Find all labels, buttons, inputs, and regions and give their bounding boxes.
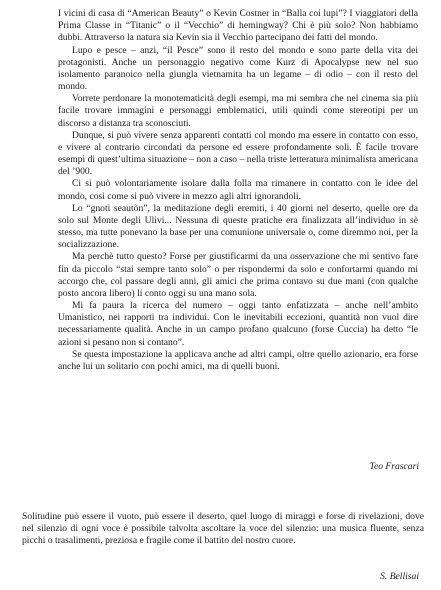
paragraph-7: Ma perchè tutto questo? Forse per giustificarmi da una osservazione che mi sentivo fare fin da piccolo “stai sempre tanto solo” o per rispondermi da solo e confortarmi quando mi accorgo che, col passare degli anni, gli amici che prima contavo su due mani (con qualche posto ancora libero) li conto oggi su una mano sola. — [58, 251, 418, 299]
author-signature: Teo Frascari — [369, 461, 419, 472]
paragraph-8: Mi fa paura la ricerca del numero – oggi tanto enfatizzata – anche nell’ambito Umanistico, nei rapporti tra individui. Con le inevitabili eccezioni, quantità non vuol dire necessariamente qualità. Anche in un campo profano qualcuno (forse Cuccia) ha detto “le azioni si pesano non si contano”. — [58, 300, 418, 348]
paragraph-5: Ci si può volontariamente isolare dalla folla ma rimanere in contatto con le idee del mondo, così come si può vivere in mezzo agli altri ignorandoli. — [58, 178, 418, 202]
paragraph-3: Vorrete perdonare la monotematicità degli esempi, ma mi sembra che nel cinema sia più facile trovare immagini e personaggi emblematici, utili quindi come stereotipi per un discorso a distanza tra sconosciuti. — [58, 93, 418, 129]
paragraph-4: Dunque, si può vivere senza apparenti contatti col mondo ma essere in contatto con esso, e vivere al contrario circondati da persone ed essere profondamente soli. È facile trovare esempi di quest’ultima situazione – non a caso – nella triste letteratura minimalista americana del ’900. — [58, 129, 418, 178]
closing-section — [22, 511, 424, 548]
article-body — [58, 8, 418, 373]
paragraph-1: I vicini di casa di “American Beauty” o Kevin Costner in “Balla coi lupi”? I viaggiatori della Prima Classe in “Titanic” o il “Vecchio” di hemingway? Chi è più solo? Non habbiamo dubbi. Attraverso la natura sia Kevin sia il Vecchio partecipano dei fatti del mondo. — [58, 8, 418, 44]
paragraph-9: Se questa impostazione la applicava anche ad altri campi, oltre quello azionario, era forse anche lui un solitario con pochi amici, ma di quelli buoni. — [58, 348, 418, 372]
paragraph-6: Lo “gnoti seautòn”, la meditazione degli eremiti, i 40 giorni nel deserto, quelle ore da solo sul Monte degli Ulivi... Nessuna di queste pratiche era finalizzata all’individuo in sè stesso, ma tutte ponevano la base per una comunione universale o, come diremmo noi, per la socializzazione. — [58, 202, 418, 251]
paragraph-2: Lupo e pesce – anzi, “il Pesce” sono il resto del mondo e sono parte della vita dei protagonisti. Anche un personaggio negativo come Kurz di Apocalypse new nel suo isolamento paranoico nella giungla vietnamita ha un legame – di odio – con il resto del mondo. — [58, 44, 418, 93]
closing-signature: S. Bellisai — [380, 571, 419, 582]
closing-paragraph: Solitudine può essere il vuoto, può essere il deserto, quel luogo di miraggi e forse di rivelazioni, dove nel silenzio di ogni voce è possibile talvolta ascoltare la voce del silenzio: una musica fluente, senza picchi o trasalimenti, preziosa e fragile come il battito del nostro cuore. — [22, 511, 424, 547]
